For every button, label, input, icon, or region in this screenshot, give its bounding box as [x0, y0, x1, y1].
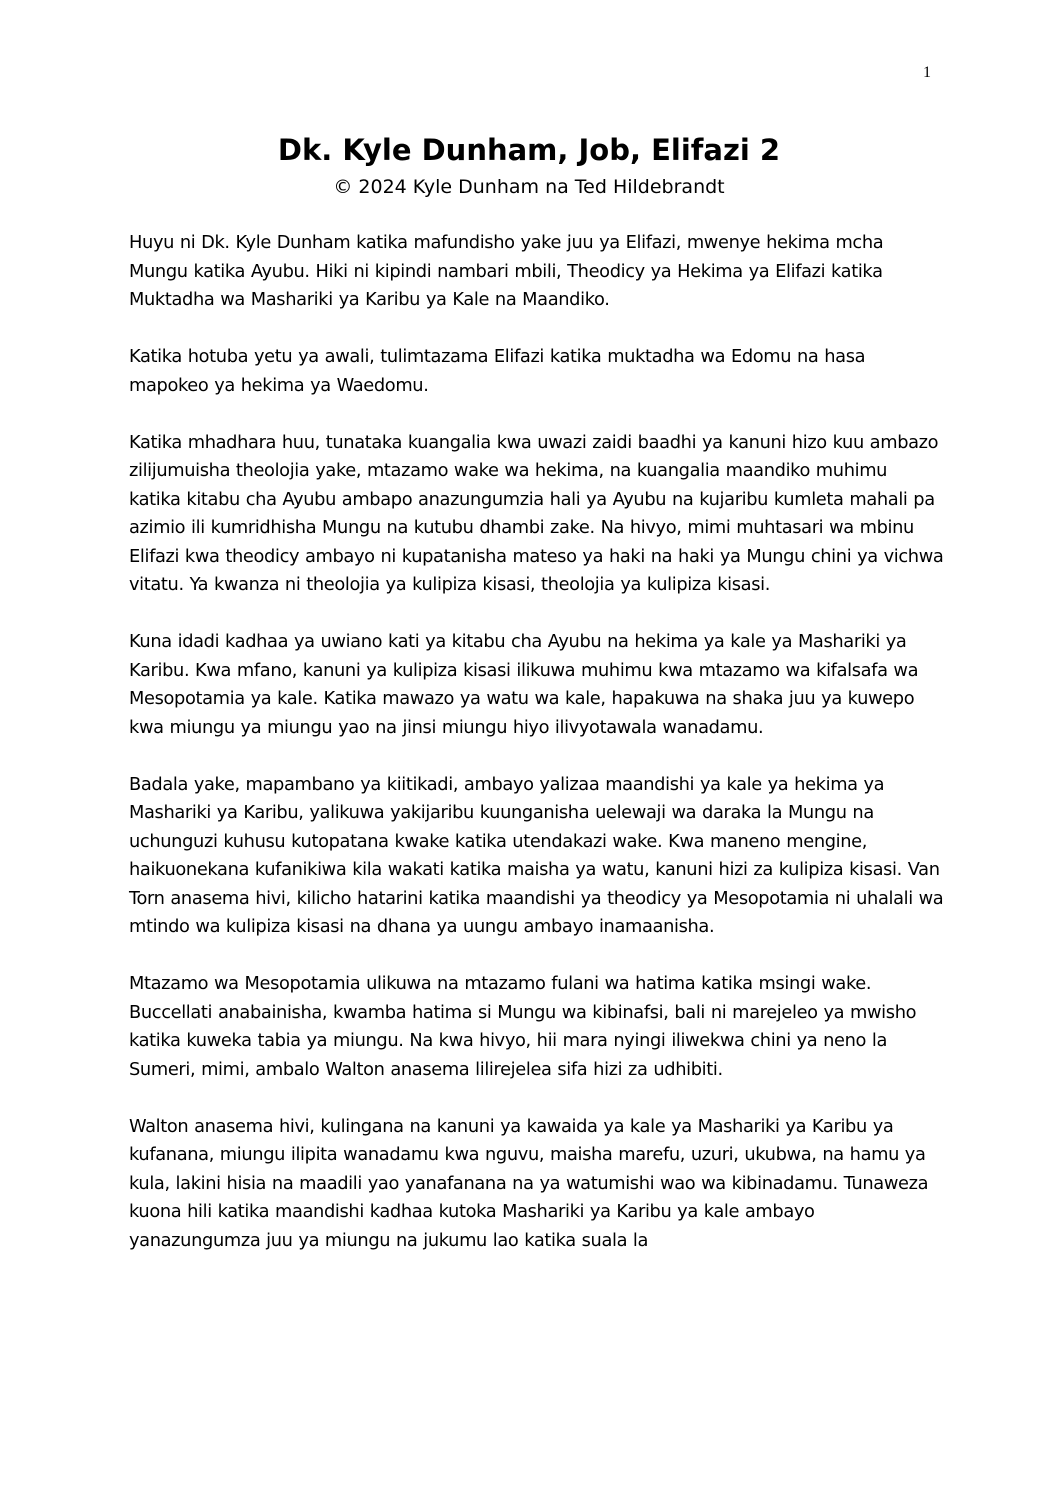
copyright-line: © 2024 Kyle Dunham na Ted Hildebrandt [333, 176, 725, 198]
paragraph: Huyu ni Dk. Kyle Dunham katika mafundisho yake juu ya Elifazi, mwenye hekima mcha Mungu katika Ayubu. Hiki ni kipindi nambari mbili, Theodicy ya Hekima ya Elifazi katika Muktadha wa Mashariki ya Karibu ya Kale na Maandiko. [129, 232, 884, 310]
paragraph: Mtazamo wa Mesopotamia ulikuwa na mtazamo fulani wa hatima katika msingi wake. Buccellati anabainisha, kwamba hatima si Mungu wa kibinafsi, bali ni marejeleo ya mwisho katika kuweka tabia ya miungu. Na kwa hivyo, hii mara nyingi iliwekwa chini ya neno la Sumeri, mimi, ambalo Walton anasema lilirejelea sifa hizi za udhibiti. [129, 973, 917, 1080]
page-number: 1 [923, 64, 931, 81]
paragraph: Katika hotuba yetu ya awali, tulimtazama Elifazi katika muktadha wa Edomu na hasa mapokeo ya hekima ya Waedomu. [129, 346, 866, 396]
document-body [129, 229, 944, 1284]
page-title: Dk. Kyle Dunham, Job, Elifazi 2 [277, 133, 781, 167]
paragraph: Kuna idadi kadhaa ya uwiano kati ya kitabu cha Ayubu na hekima ya kale ya Mashariki ya Karibu. Kwa mfano, kanuni ya kulipiza kisasi ilikuwa muhimu kwa mtazamo wa kifalsafa wa Mesopotamia ya kale. Katika mawazo ya watu wa kale, hapakuwa na shaka juu ya kuwepo kwa miungu ya miungu yao na jinsi miungu hiyo ilivyotawala wanadamu. [129, 631, 919, 738]
paragraph: Badala yake, mapambano ya kiitikadi, ambayo yalizaa maandishi ya kale ya hekima ya Mashariki ya Karibu, yalikuwa yakijaribu kuunganisha uelewaji wa daraka la Mungu na uchunguzi kuhusu kutopatana kwake katika utendakazi wake. Kwa maneno mengine, haikuonekana kufanikiwa kila wakati katika maisha ya watu, kanuni hizi za kulipiza kisasi. Van Torn anasema hivi, kilicho hatarini katika maandishi ya theodicy ya Mesopotamia ni uhalali wa mtindo wa kulipiza kisasi na dhana ya uungu ambayo inamaanisha. [129, 773, 944, 937]
paragraph: Katika mhadhara huu, tunataka kuangalia kwa uwazi zaidi baadhi ya kanuni hizo kuu ambazo zilijumuisha theolojia yake, mtazamo wake wa hekima, na kuangalia maandiko muhimu katika kitabu cha Ayubu ambapo anazungumzia hali ya Ayubu na kujaribu kumleta mahali pa azimio ili kumridhisha Mungu na kutubu dhambi zake. Na hivyo, mimi muhtasari wa mbinu Elifazi kwa theodicy ambayo ni kupatanisha mateso ya haki na haki ya Mungu chini ya vichwa vitatu. Ya kwanza ni theolojia ya kulipiza kisasi, theolojia ya kulipiza kisasi. [129, 431, 944, 595]
paragraph: Walton anasema hivi, kulingana na kanuni ya kawaida ya kale ya Mashariki ya Karibu ya kufanana, miungu ilipita wanadamu kwa nguvu, maisha marefu, uzuri, ukubwa, na hamu ya kula, lakini hisia na maadili yao yanafanana na ya watumishi wao wa kibinadamu. Tunaweza kuona hili katika maandishi kadhaa kutoka Mashariki ya Karibu ya kale ambayo yanazungumza juu ya miungu na jukumu lao katika suala la [129, 1115, 929, 1251]
